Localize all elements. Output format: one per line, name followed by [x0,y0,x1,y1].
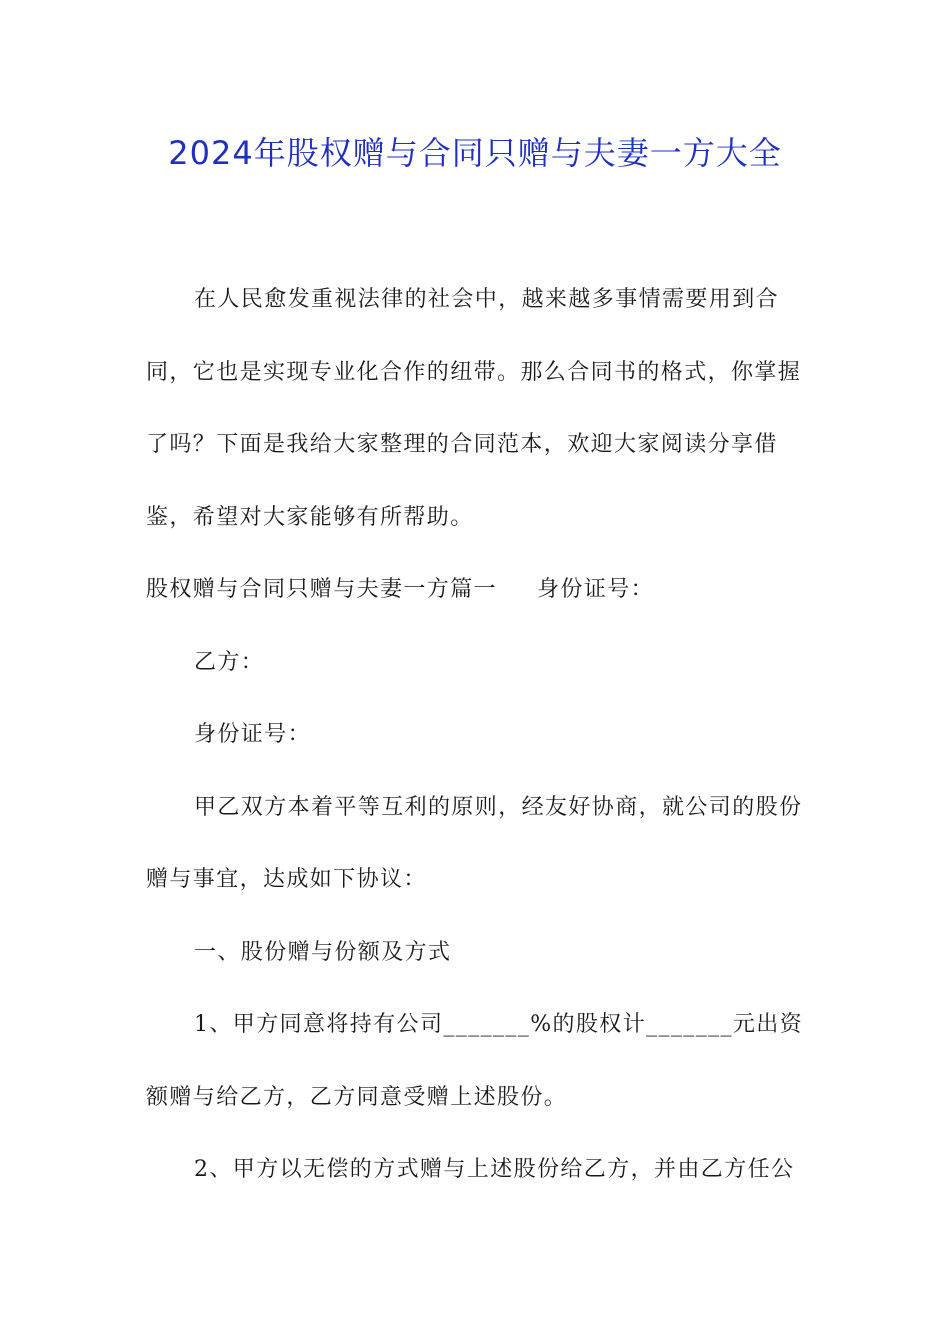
intro-paragraph: 在人民愈发重视法律的社会中，越来越多事情需要用到合同，它也是实现专业化合作的纽带。那么合同书的格式，你掌握了吗？下面是我给大家整理的合同范本，欢迎大家阅读分享借鉴，希望对大家能够有所帮助。 [146,287,802,530]
party-b-id-label: 身份证号： [194,722,312,747]
document-title: 2024年股权赠与合同只赠与夫妻一方大全 [168,134,782,172]
clause-1-paragraph: 1、甲方同意将持有公司_______%的股权计_______元出资额赠与给乙方，乙方同意受赠上述股份。 [146,1012,804,1110]
clause-2-paragraph: 2、甲方以无偿的方式赠与上述股份给乙方，并由乙方任公 [194,1157,795,1182]
agreement-paragraph: 甲乙双方本着平等互利的原则，经友好协商，就公司的股份赠与事宜，达成如下协议： [146,794,803,892]
section-heading: 股权赠与合同只赠与夫妻一方篇一 [146,577,498,602]
section-heading-id-label: 身份证号： [537,577,655,602]
section-heading-line [146,554,810,627]
party-b-label: 乙方： [194,649,265,675]
document-body [146,264,810,1207]
clause-heading: 一、股份赠与份额及方式 [194,939,452,965]
